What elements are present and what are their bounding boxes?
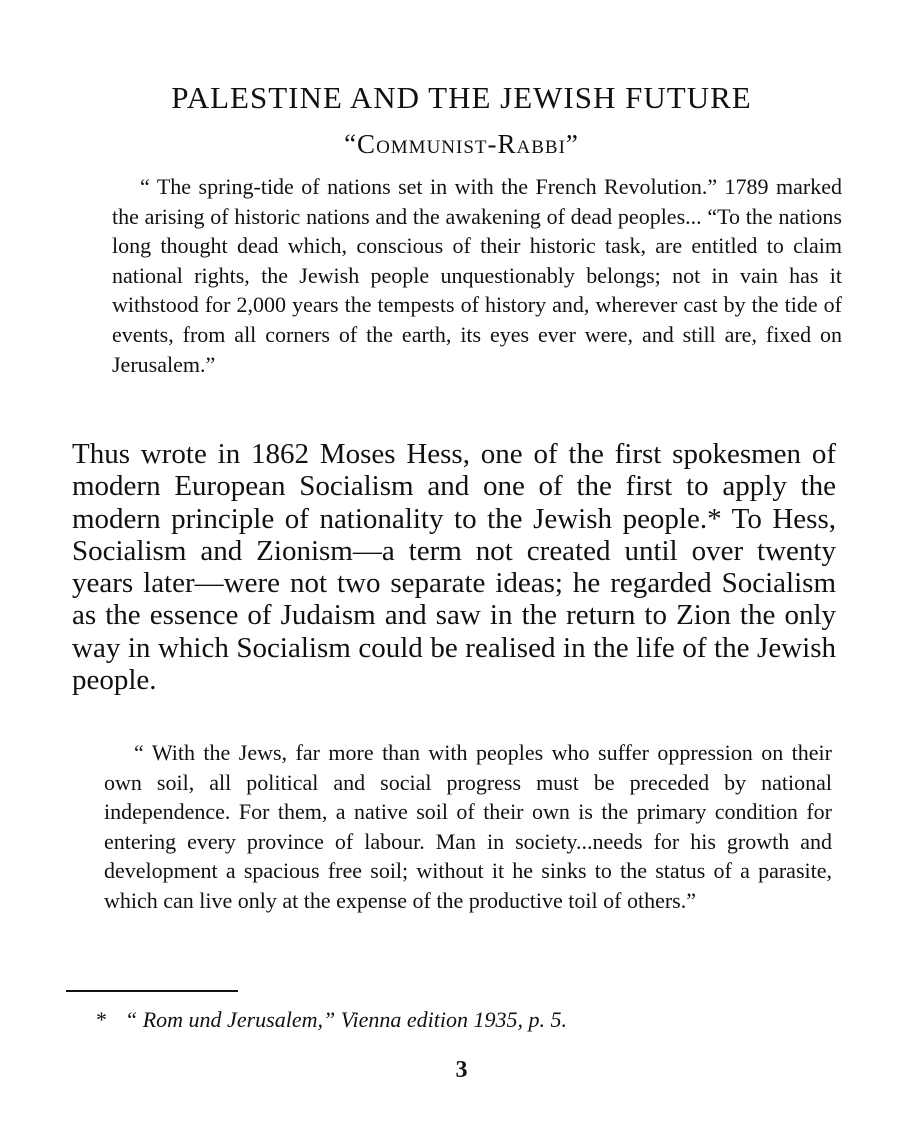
page-number: 3 [455, 1057, 468, 1083]
second-quote: “ With the Jews, far more than with peoples who suffer oppression on their own soil, all political and social progress must be preceded by national independence. For them, a native soil of their own is the primary condition for entering every province of labour. Man in society...needs for his growth and development a spacious free soil; without it he sinks to the status of a parasite, which can live only at the expense of the productive toil of others.” [104, 740, 832, 913]
section-subtitle: “Communist-Rabbi” [344, 129, 579, 159]
footnote-marker: * [96, 1007, 107, 1032]
footnote-divider [66, 990, 238, 992]
footnote-text: “ Rom und Jerusalem,” Vienna edition 1935, p. 5. [125, 1007, 567, 1032]
page-title: PALESTINE AND THE JEWISH FUTURE [171, 80, 752, 115]
main-paragraph: Thus wrote in 1862 Moses Hess, one of the first spokesmen of modern European Socialism and one of the first to apply the modern principle of nationality to the Jewish people.* To Hess, Socialism and Zionism—a term not created until over twenty years later—were not two separate ideas; he regarded Socialism as the essence of Judaism and saw in the return to Zion the only way in which Socialism could be realised in the life of the Jewish people. [72, 438, 836, 697]
opening-quote: “ The spring-tide of nations set in with the French Revolution.” 1789 marked the arising of historic nations and the awakening of dead peoples... “To the nations long thought dead which, conscious of their historic task, are entitled to claim national rights, the Jewish people unquestionably belongs; not in vain has it withstood for 2,000 years the tempests of history and, wherever cast by the tide of events, from all corners of the earth, its eyes ever were, and still are, fixed on Jerusalem.” [112, 174, 842, 377]
footnote [96, 1006, 567, 1034]
